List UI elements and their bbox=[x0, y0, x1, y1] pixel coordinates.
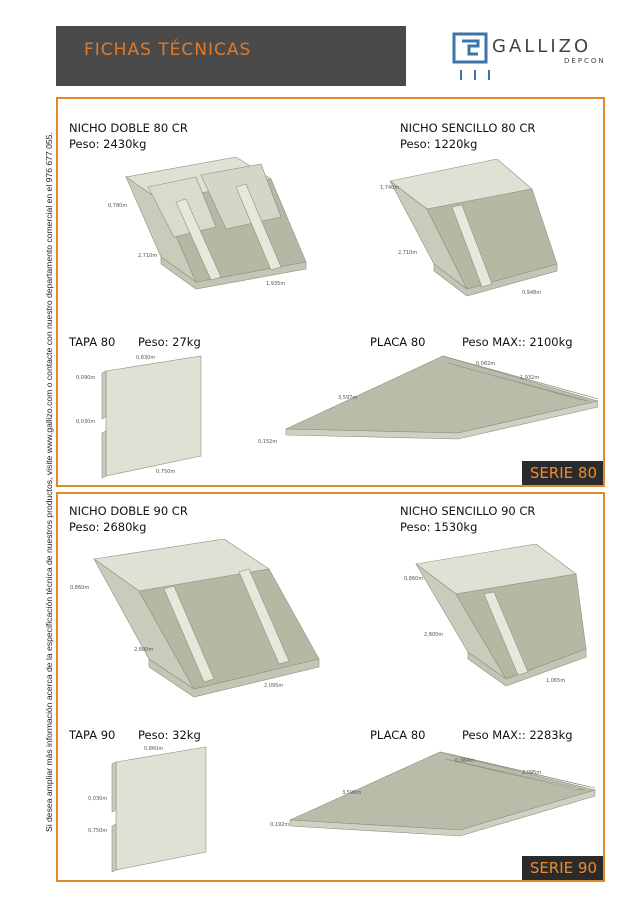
dim-height: 0,780m bbox=[108, 203, 128, 209]
dim-step: 0,084m bbox=[455, 758, 475, 764]
placa-90-weight: Peso MAX:: 2283kg bbox=[462, 728, 573, 742]
dim-step: 0,062m bbox=[476, 361, 496, 367]
logo-bars-icon bbox=[460, 70, 500, 82]
dim-width: 1,065m bbox=[546, 678, 566, 684]
brand-name: GALLIZO bbox=[492, 36, 592, 57]
nicho-doble-80-title: NICHO DOBLE 80 CR bbox=[69, 121, 188, 135]
serie-80-badge: SERIE 80 bbox=[522, 461, 603, 485]
logo-mark-icon bbox=[452, 32, 488, 68]
dim-width: 2,095m bbox=[522, 770, 542, 776]
tapa-80-drawing bbox=[76, 351, 216, 481]
dim-width: 1,932m bbox=[520, 375, 540, 381]
panel-serie-90 bbox=[56, 492, 605, 882]
dim-length: 2,710m bbox=[398, 250, 418, 256]
nicho-sencillo-90-drawing bbox=[396, 544, 596, 694]
tapa-90-title: TAPA 90 bbox=[69, 728, 116, 742]
dim-thickness: 0,030m bbox=[76, 419, 96, 425]
dim-length: 2,800m bbox=[424, 632, 444, 638]
nicho-doble-90-drawing bbox=[64, 539, 324, 699]
dim-width: 1,935m bbox=[266, 281, 286, 287]
header-bar bbox=[56, 26, 406, 86]
dim-width: 0,860m bbox=[144, 746, 164, 752]
dim-notch: 0,090m bbox=[76, 375, 96, 381]
placa-80-drawing bbox=[258, 351, 598, 451]
placa-80-weight: Peso MAX:: 2100kg bbox=[462, 335, 573, 349]
nicho-doble-80-weight: Peso: 2430kg bbox=[69, 137, 147, 151]
dim-height: 0,750m bbox=[156, 469, 176, 475]
tapa-90-drawing bbox=[86, 742, 226, 872]
placa-80-title: PLACA 80 bbox=[370, 335, 426, 349]
dim-height: 1,740m bbox=[380, 185, 400, 191]
dim-thickness: 0,152m bbox=[258, 439, 278, 445]
brand-logo bbox=[452, 28, 612, 88]
dim-length: 2,800m bbox=[134, 647, 154, 653]
serie-90-badge: SERIE 90 bbox=[522, 856, 603, 880]
tapa-80-weight: Peso: 27kg bbox=[138, 335, 201, 349]
dim-height: 0,860m bbox=[404, 576, 424, 582]
tapa-90-weight: Peso: 32kg bbox=[138, 728, 201, 742]
dim-length: 3,596m bbox=[342, 790, 362, 796]
nicho-sencillo-90-title: NICHO SENCILLO 90 CR bbox=[400, 504, 536, 518]
dim-thickness: 0,192m bbox=[270, 822, 290, 828]
dim-width: 2,095m bbox=[264, 683, 284, 689]
brand-sub: DEPCON bbox=[564, 57, 606, 65]
panel-serie-80 bbox=[56, 97, 605, 487]
dim-width: 0,948m bbox=[522, 290, 542, 296]
dim-height: 0,750m bbox=[88, 828, 108, 834]
dim-thickness: 0,030m bbox=[88, 796, 108, 802]
nicho-sencillo-80-title: NICHO SENCILLO 80 CR bbox=[400, 121, 536, 135]
nicho-doble-90-title: NICHO DOBLE 90 CR bbox=[69, 504, 188, 518]
dim-height: 0,860m bbox=[70, 585, 90, 591]
placa-90-title: PLACA 80 bbox=[370, 728, 426, 742]
side-note-text: Si desea ampliar más información acerca de la especificación técnica de nuestros productos, visite www.gallizo.com o contacte con nuestro departamento comercial en el 976 677 055. bbox=[44, 132, 54, 832]
dim-length: 3,597m bbox=[338, 395, 358, 401]
tapa-80-title: TAPA 80 bbox=[69, 335, 116, 349]
page-title: FICHAS TÉCNICAS bbox=[84, 40, 252, 60]
dim-width: 0,830m bbox=[136, 355, 156, 361]
nicho-sencillo-80-weight: Peso: 1220kg bbox=[400, 137, 478, 151]
nicho-sencillo-80-drawing bbox=[372, 159, 572, 309]
dim-length: 2,710m bbox=[138, 253, 158, 259]
placa-90-drawing bbox=[270, 742, 600, 842]
nicho-sencillo-90-weight: Peso: 1530kg bbox=[400, 520, 478, 534]
nicho-doble-90-weight: Peso: 2680kg bbox=[69, 520, 147, 534]
nicho-doble-80-drawing bbox=[86, 157, 316, 307]
